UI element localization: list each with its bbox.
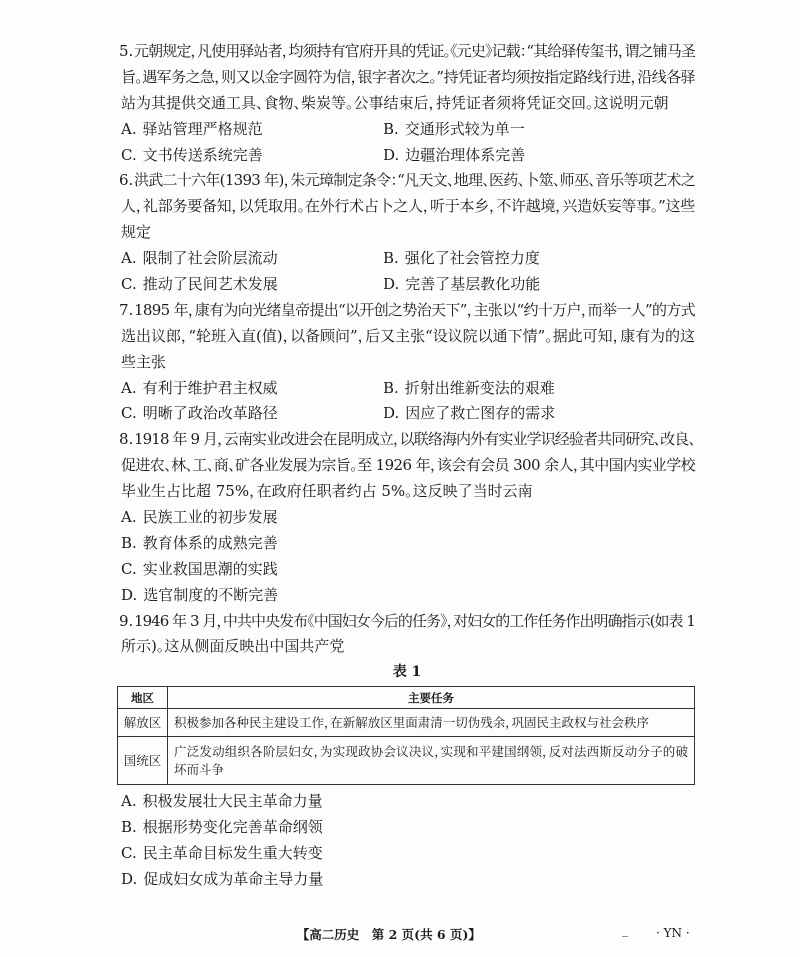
- option-d: [119, 867, 695, 893]
- option-label: C.: [121, 559, 137, 578]
- option-c: [119, 841, 695, 867]
- option-label: D.: [121, 869, 138, 888]
- question-number: 5.: [119, 42, 134, 60]
- option-text: 因应了救亡图存的需求: [405, 404, 556, 423]
- question-stem-line: [119, 427, 695, 453]
- question-stem-line: [119, 298, 695, 324]
- option-a: [119, 789, 695, 815]
- option-d: [383, 143, 695, 169]
- option-text: 积极发展壮大民主革命力量: [142, 792, 323, 811]
- question-stem-line: 旨。遇军务之急，则又以金字圆符为信，银字者次之。”持凭证者均须按指定路线行进，沿线各驿: [121, 67, 695, 86]
- stem-text: 洪武二十六年(1393 年)，朱元璋制定条令：“凡天文、地理、医药、卜筮、师巫、音乐等项艺术之: [134, 171, 695, 190]
- question-8: [119, 427, 695, 608]
- option-text: 边疆治理体系完善: [405, 145, 526, 164]
- footer-code: · YN ·: [656, 926, 690, 940]
- option-text: 交通形式较为单一: [404, 119, 525, 138]
- option-label: C.: [121, 145, 137, 164]
- option-c: [121, 401, 383, 427]
- option-label: A.: [121, 119, 137, 138]
- option-b: [119, 815, 695, 841]
- option-b: [383, 117, 695, 143]
- question-stem-line: 毕业生占比超 75%，在政府任职者约占 5%。这反映了当时云南: [121, 482, 533, 501]
- question-number: 9.: [119, 611, 134, 630]
- option-d: [383, 272, 695, 298]
- option-label: B.: [383, 378, 399, 397]
- table-cell-task: 积极参加各种民主建设工作，在新解放区里面肃清一切伪残余，巩固民主政权与社会秩序: [168, 709, 695, 737]
- options-row: [119, 401, 695, 427]
- option-label: B.: [121, 533, 137, 552]
- option-c: [121, 272, 383, 298]
- option-text: 完善了基层教化功能: [405, 275, 541, 294]
- option-text: 民主革命目标发生重大转变: [142, 844, 323, 863]
- option-label: A.: [121, 378, 137, 397]
- question-9: [119, 609, 695, 893]
- option-label: B.: [383, 119, 399, 138]
- footer-mark: _: [622, 922, 629, 937]
- option-label: D.: [383, 404, 400, 423]
- option-text: 教育体系的成熟完善: [142, 533, 278, 552]
- table-row: [118, 737, 695, 785]
- table-header-cell: 主要任务: [168, 687, 695, 709]
- stem-text: 1946 年 3 月，中共中央发布《中国妇女今后的任务》，对妇女的工作任务作出明确指示(如表 1: [134, 611, 695, 630]
- table-header-cell: 地区: [118, 687, 168, 709]
- option-d: [383, 401, 695, 427]
- option-text: 促成妇女成为革命主导力量: [143, 869, 324, 888]
- option-label: B.: [121, 818, 137, 837]
- question-stem-line: [119, 39, 695, 65]
- option-label: C.: [121, 404, 137, 423]
- stem-text: 元朝规定，凡使用驿站者，均须持有官府开具的凭证。《元史》记载：“其给驿传玺书，谓之铺马圣: [134, 42, 695, 60]
- option-label: A.: [121, 792, 137, 811]
- table-header-row: [118, 687, 695, 709]
- option-text: 驿站管理严格规范: [142, 119, 263, 138]
- table-cell-region: 解放区: [118, 709, 168, 737]
- option-d: [119, 583, 695, 609]
- option-label: A.: [121, 249, 137, 268]
- option-text: 强化了社会管控力度: [404, 249, 540, 268]
- table-1: [117, 686, 695, 785]
- option-label: C.: [121, 844, 137, 863]
- option-text: 限制了社会阶层流动: [142, 249, 278, 268]
- question-number: 6.: [119, 171, 134, 190]
- option-c: [119, 557, 695, 583]
- question-stem-line: 促进农、林、工、商、矿各业发展为宗旨。至 1926 年，该会有会员 300 余人，其中国内实业学校: [121, 456, 695, 475]
- option-b: [119, 531, 695, 557]
- option-text: 有利于维护君主权威: [142, 378, 278, 397]
- question-number: 8.: [119, 430, 134, 449]
- option-label: B.: [383, 249, 399, 268]
- option-label: A.: [121, 508, 137, 527]
- option-a: [119, 505, 695, 531]
- options-row: [119, 117, 695, 143]
- option-c: [121, 143, 383, 169]
- option-a: [121, 117, 383, 143]
- option-text: 实业救国思潮的实践: [142, 559, 278, 578]
- question-stem-line: [119, 609, 695, 635]
- question-6: [119, 168, 695, 297]
- options-list: [119, 789, 695, 893]
- table-cell-task: 广泛发动组织各阶层妇女，为实现政协会议决议，实现和平建国纲领，反对法西斯反动分子的破坏而斗争: [168, 737, 695, 785]
- question-stem-line: [119, 168, 695, 194]
- question-stem-line: 所示)。这从侧面反映出中国共产党: [121, 637, 345, 656]
- option-a: [121, 246, 383, 272]
- option-label: C.: [121, 275, 137, 294]
- table-cell-region: 国统区: [118, 737, 168, 785]
- table-caption: 表 1: [392, 664, 422, 681]
- option-b: [383, 376, 695, 402]
- question-stem-line: 些主张: [121, 352, 167, 371]
- options-row: [119, 376, 695, 402]
- question-5: [119, 39, 695, 168]
- option-label: D.: [383, 275, 400, 294]
- table-row: [118, 709, 695, 737]
- option-a: [121, 376, 383, 402]
- question-stem-line: 站为其提供交通工具、食物、柴炭等。公事结束后，持凭证者须将凭证交回。这说明元朝: [121, 93, 669, 112]
- questions-area: [119, 39, 695, 893]
- option-text: 选官制度的不断完善: [143, 585, 279, 604]
- question-stem-line: 人，礼部务要备知，以凭取用。在外行术占卜之人，听于本乡，不许越境，兴造妖妄等事。”这些: [121, 197, 695, 216]
- option-text: 推动了民间艺术发展: [142, 275, 278, 294]
- options-row: [119, 246, 695, 272]
- option-text: 文书传送系统完善: [142, 145, 263, 164]
- option-text: 民族工业的初步发展: [142, 508, 278, 527]
- option-text: 根据形势变化完善革命纲领: [142, 818, 323, 837]
- stem-text: 1918 年 9 月，云南实业改进会在昆明成立，以联络海内外有实业学识经验者共同研究、改良、: [134, 430, 695, 449]
- question-stem-line: 选出议郎，“轮班入直(值)，以备顾问”，后又主张“设议院以通下情”。据此可知，康有为的这: [121, 326, 695, 345]
- question-number: 7.: [119, 300, 134, 319]
- option-label: D.: [121, 585, 138, 604]
- option-b: [383, 246, 695, 272]
- stem-text: 1895 年，康有为向光绪皇帝提出“以开创之势治天下”，主张以“约十万户，而举一人”的方式: [134, 300, 695, 319]
- option-label: D.: [383, 145, 400, 164]
- option-text: 明晰了政治改革路径: [142, 404, 278, 423]
- footer-page-info: 【高二历史 第 2 页(共 6 页)】: [303, 927, 475, 942]
- question-7: [119, 298, 695, 427]
- option-text: 折射出维新变法的艰难: [404, 378, 555, 397]
- options-row: [119, 143, 695, 169]
- options-row: [119, 272, 695, 298]
- question-stem-line: 规定: [121, 223, 152, 242]
